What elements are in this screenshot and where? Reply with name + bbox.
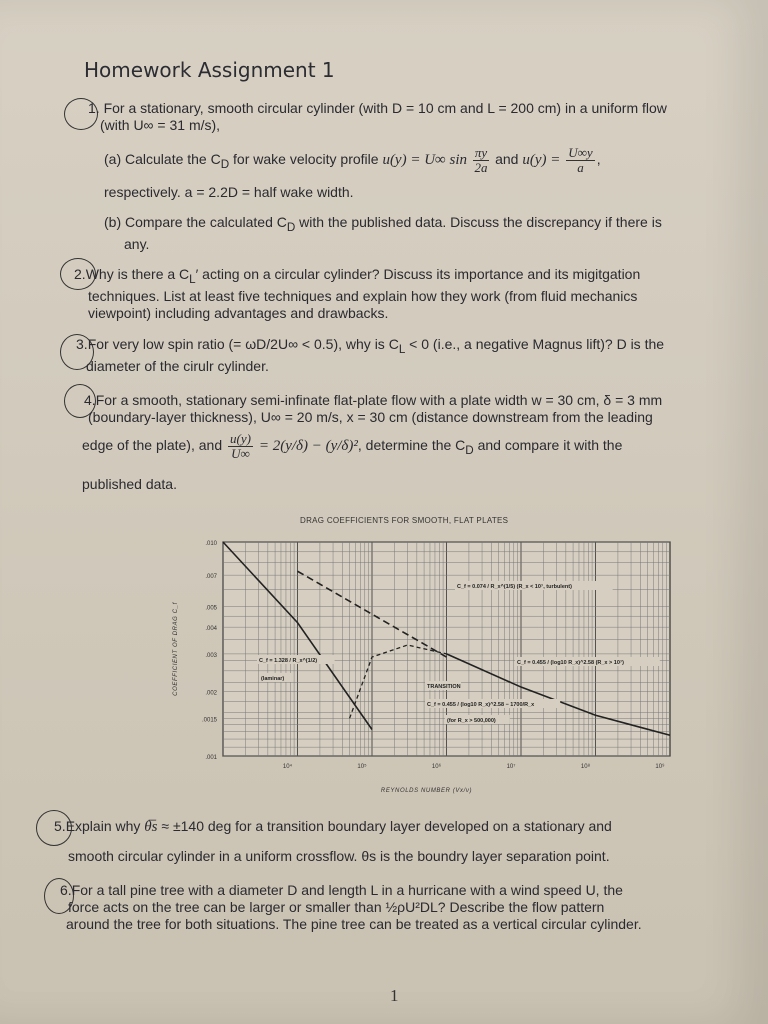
question-5-line2: smooth circular cylinder in a uniform crossflow. θs is the boundry layer separation point. bbox=[68, 848, 610, 864]
question-1b-line2: any. bbox=[124, 235, 150, 252]
chart-title: DRAG COEFFICIENTS FOR SMOOTH, FLAT PLATES bbox=[300, 516, 509, 525]
question-1a-sub: D bbox=[220, 158, 230, 171]
y-tick-label: .010 bbox=[205, 541, 217, 547]
x-axis-label: REYNOLDS NUMBER (Vx/ν) bbox=[380, 788, 473, 794]
chart-annotation: C_f = 1.328 / R_x^(1/2) bbox=[259, 658, 318, 664]
question-1b-rest: with the published data. Discuss the discrepancy if there is bbox=[295, 214, 662, 230]
question-2-line2: techniques. List at least five techniques and explain how they work (from fluid mechanics bbox=[88, 287, 638, 304]
question-4-line3-end: and compare it with the bbox=[473, 437, 623, 454]
question-2-sub: L bbox=[189, 272, 196, 286]
y-tick-label: .003 bbox=[205, 652, 217, 659]
x-tick-label: 10⁴ bbox=[282, 764, 293, 770]
question-6-number: 6. bbox=[60, 882, 72, 898]
question-3-number: 3. bbox=[76, 336, 88, 352]
question-4-line1: For a smooth, stationary semi-infinate flat-plate flow with a plate width w = 30 cm, δ = 3 mm bbox=[95, 392, 663, 408]
question-2 bbox=[74, 266, 714, 322]
chart-annotation: C_f = 0.455 / (log10 R_x)^2.58 − 1700/R_x bbox=[427, 702, 535, 708]
question-6 bbox=[60, 882, 730, 933]
y-tick-label: .007 bbox=[205, 574, 217, 581]
question-5-line1-post: ≈ ±140 deg for a transition boundary layer developed on a stationary and bbox=[157, 818, 612, 834]
wake-profile-sine-lhs: u(y) = U∞ sin bbox=[382, 152, 467, 169]
question-5-line1-pre: Explain why bbox=[65, 818, 145, 834]
question-3-line1: For very low spin ratio (= ωD/2U∞ < 0.5), why is C bbox=[87, 336, 399, 352]
y-tick-label: .0015 bbox=[201, 717, 217, 724]
chart-annotation: C_f = 0.455 / (log10 R_x)^2.58 (R_x > 10⁷) bbox=[517, 660, 624, 666]
question-1a-line2: respectively. a = 2.2D = half wake width. bbox=[104, 184, 354, 200]
question-1-line2: (with U∞ = 31 m/s), bbox=[100, 117, 221, 133]
question-1-line1: For a stationary, smooth circular cylinder (with D = 10 cm and L = 200 cm) in a uniform flow bbox=[103, 100, 667, 116]
chart-annotation: C_f = 0.074 / R_x^(1/5) (R_x < 10⁷, turbulent) bbox=[457, 584, 572, 590]
drag-coefficient-chart bbox=[165, 530, 685, 800]
question-2-line3: viewpoint) including advantages and drawbacks. bbox=[88, 304, 389, 321]
question-1b-sub: D bbox=[286, 220, 296, 234]
wake-profile-linear-lhs: u(y) = bbox=[522, 152, 561, 169]
question-3-line2: diameter of the cirulr cylinder. bbox=[86, 357, 269, 374]
question-4-number: 4. bbox=[84, 392, 96, 408]
y-tick-label: .005 bbox=[205, 605, 217, 612]
question-4-line4: published data. bbox=[82, 476, 177, 492]
y-axis-label: COEFFICIENT OF DRAG C_f bbox=[173, 602, 179, 696]
question-2-number: 2. bbox=[74, 266, 86, 282]
x-tick-label: 10⁵ bbox=[357, 764, 367, 770]
y-tick-label: .004 bbox=[205, 626, 217, 633]
y-tick-label: .002 bbox=[205, 690, 217, 697]
chart-annotation: (for R_x > 500,000) bbox=[447, 718, 496, 724]
question-6-line3: around the tree for both situations. The pine tree can be treated as a vertical circular cylinder. bbox=[66, 916, 642, 932]
question-1-number: 1. bbox=[88, 100, 100, 116]
question-1b-text: (b) Compare the calculated C bbox=[104, 214, 287, 230]
question-1a-and: and bbox=[495, 151, 523, 168]
velocity-profile-equation: = 2(y/δ) − (y/δ)² bbox=[258, 438, 358, 455]
page-number: 1 bbox=[390, 986, 399, 1005]
question-6-line2: force acts on the tree can be larger or smaller than ½ρU²DL? Describe the flow pattern bbox=[68, 899, 605, 915]
velocity-ratio-fraction: $\frac{u(y)}{U\infty}$ bbox=[230, 431, 251, 461]
question-5-number: 5. bbox=[54, 818, 66, 834]
question-2-line1: Why is there a C bbox=[85, 266, 190, 282]
question-5 bbox=[54, 818, 714, 865]
question-4-equation-line bbox=[82, 432, 712, 461]
chart-svg bbox=[165, 530, 685, 800]
question-1a-mid: for wake velocity profile bbox=[229, 151, 383, 168]
x-tick-label: 10⁸ bbox=[580, 764, 591, 770]
question-4-line3-pre: edge of the plate), and bbox=[82, 437, 223, 454]
x-tick-label: 10⁹ bbox=[655, 764, 665, 770]
question-6-line1: For a tall pine tree with a diameter D and length L in a hurricane with a wind speed U, the bbox=[71, 882, 623, 898]
question-4 bbox=[84, 392, 714, 426]
y-tick-label: .001 bbox=[205, 755, 217, 761]
separation-angle-symbol: θ̅s bbox=[144, 819, 158, 835]
wake-profile-sine-fraction: $\frac{\pi y}{2a}$ bbox=[474, 145, 488, 175]
question-4-sub: D bbox=[465, 444, 474, 457]
x-tick-label: 10⁶ bbox=[431, 764, 442, 770]
question-3-sub: L bbox=[398, 342, 406, 356]
chart-annotation: (laminar) bbox=[261, 676, 285, 682]
question-4-line2: (boundary-layer thickness), U∞ = 20 m/s, x = 30 cm (distance downstream from the leading bbox=[88, 409, 653, 425]
question-1a-text: (a) Calculate the C bbox=[104, 151, 221, 168]
page-title: Homework Assignment 1 bbox=[84, 58, 335, 82]
question-1 bbox=[88, 100, 708, 134]
question-3 bbox=[76, 336, 716, 375]
x-tick-label: 10⁷ bbox=[506, 764, 516, 770]
question-1a bbox=[104, 146, 724, 175]
chart-annotation: TRANSITION bbox=[427, 684, 461, 690]
question-1b bbox=[104, 214, 714, 253]
question-3-rest: < 0 (i.e., a negative Magnus lift)? D is the bbox=[405, 336, 665, 352]
wake-profile-linear-fraction: $\frac{U\infty y}{a}$ bbox=[568, 145, 593, 175]
question-1a-comma: , bbox=[596, 151, 601, 168]
question-2-rest: ′ acting on a circular cylinder? Discuss its importance and its migitgation bbox=[195, 266, 641, 282]
question-4-line3-post: , determine the C bbox=[357, 437, 466, 454]
